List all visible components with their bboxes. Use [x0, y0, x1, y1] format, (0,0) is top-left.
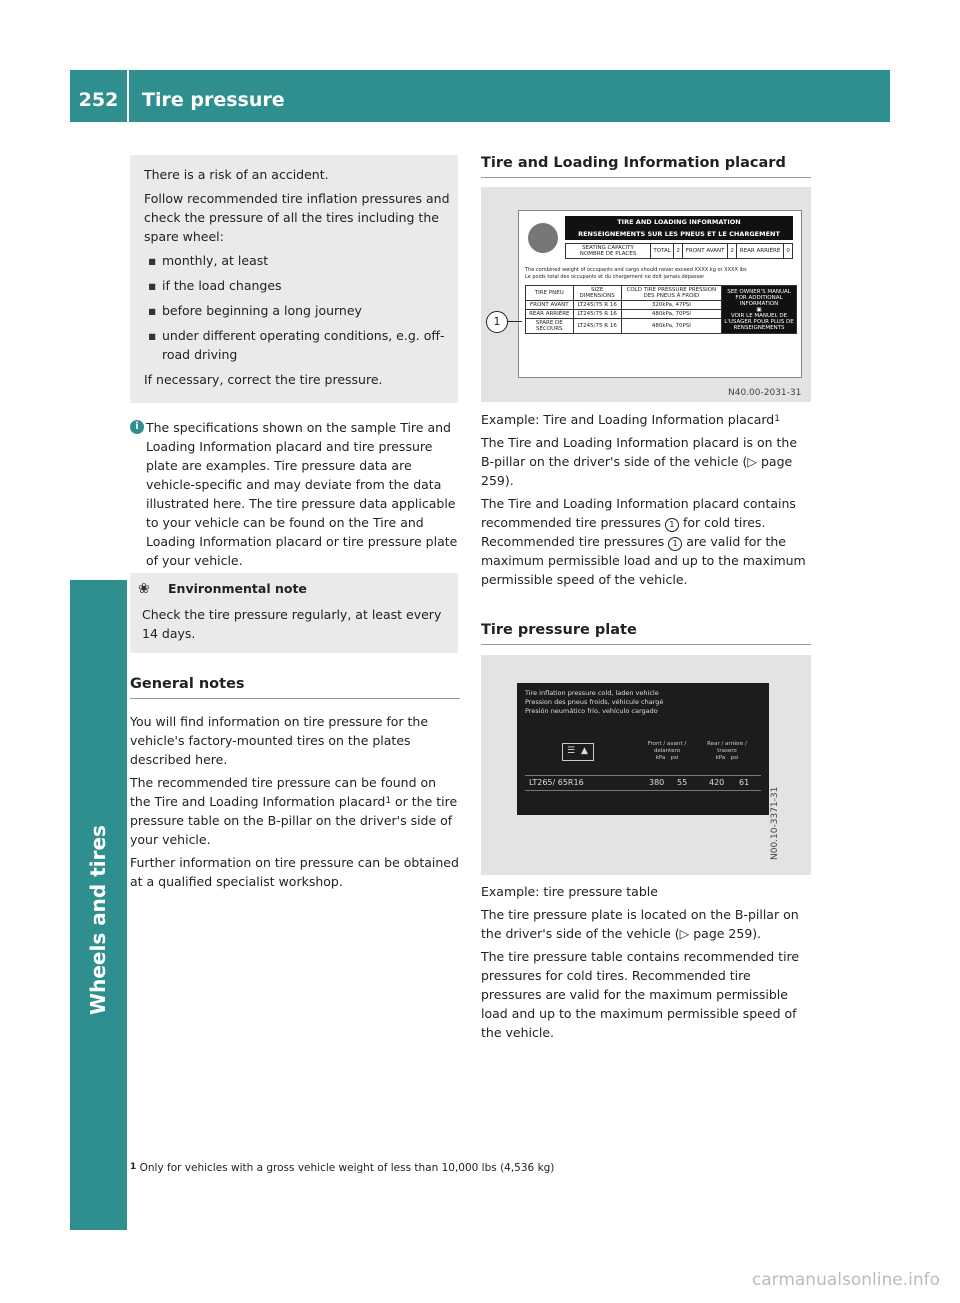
section-tab — [70, 580, 127, 1230]
warning-bullet: ▪ if the load changes — [162, 276, 450, 295]
watermark: carmanualsonline.info — [751, 1270, 940, 1290]
front-value: 2 — [728, 244, 737, 259]
plate-value: 420 — [709, 778, 725, 787]
placard-banner-fr: RENSEIGNEMENTS SUR LES PNEUS ET LE CHARGEMENT — [578, 230, 780, 238]
tire-logo-icon — [528, 223, 558, 253]
see-manual: SEE OWNER'S MANUAL FOR ADDITIONAL INFORMATION ▣ VOIR LE MANUEL DE L'USAGER POUR PLUS DE RENSEIGNEMENTS — [722, 286, 797, 334]
footnote-ref[interactable]: 1 — [774, 414, 780, 424]
page-header — [70, 70, 890, 122]
row-position: FRONT AVANT — [526, 301, 574, 310]
weight-statement: The combined weight of occupants and cargo should never exceed XXXX kg or XXXX lbs Le poids total des occupants et du chargement ne doit jamais dépasser — [525, 267, 747, 280]
callout-ref: 1 — [665, 518, 679, 532]
page-number: 252 — [78, 89, 119, 111]
plate-para: The tire pressure table contains recommended tire pressures for cold tires. Recommended tire pressures are valid for the maximum permissible load and up to the maximum permissible speed of the vehicle. — [481, 949, 800, 1040]
footnote-ref[interactable]: 1 — [385, 796, 392, 806]
warning-bullet: ▪ under different operating conditions, e.g. off-road driving — [162, 326, 450, 364]
plate-heading-lines: Tire inflation pressure cold, laden vehicle Pression des pneus froids, véhicule chargé Presión neumático frío, vehículo cargado — [525, 689, 664, 715]
placard-heading-wrap — [481, 155, 811, 178]
total-value: 2 — [674, 244, 683, 259]
row-size: LT245/75 R 16 — [573, 301, 621, 310]
info-icon: i — [130, 420, 144, 434]
warning-box — [130, 155, 458, 403]
col-cold: COLD TIRE PRESSURE PRESSION DES PNEUS À FROID — [621, 286, 721, 301]
warning-bullet: ▪ monthly, at least — [162, 251, 450, 270]
plate-row — [525, 775, 761, 791]
vehicle-load-icon: ☰ ▲ — [562, 743, 594, 761]
info-note — [130, 418, 460, 570]
callout-ref: 1 — [668, 537, 682, 551]
callout-line — [508, 321, 522, 322]
footnote — [130, 1162, 554, 1174]
row-position: SPARE DE SECOURS — [526, 319, 574, 334]
tire-pressure-placard-table — [525, 285, 797, 334]
row-size: LT245/75 R 16 — [573, 310, 621, 319]
row-pressure: 480kPa, 70PSI — [621, 310, 721, 319]
placard-banner — [565, 216, 793, 240]
placard-caption: Example: Tire and Loading Information placard$^1$ — [481, 412, 780, 427]
environmental-note-body: Check the tire pressure regularly, at least every 14 days. — [142, 607, 442, 641]
warning-closing: If necessary, correct the tire pressure. — [144, 372, 383, 387]
placard-heading: Tire and Loading Information placard — [481, 155, 786, 171]
footnote-text: Only for vehicles with a gross vehicle weight of less than 10,000 lbs (4,536 kg) — [139, 1162, 555, 1174]
tire-pressure-plate — [517, 683, 769, 815]
plate-value: 380 — [649, 778, 665, 787]
tire-loading-placard — [518, 210, 802, 378]
general-notes-para — [130, 773, 460, 849]
placard-para: The Tire and Loading Information placard contains recommended tire pressures 1 for cold tires. Recommended tire pressures 1 are valid for the maximum permissible load and up to the maximum permissible speed of the vehicle. — [481, 496, 806, 587]
placard-para: The Tire and Loading Information placard is on the B-pillar on the driver's side of the vehicle (▷ page 259). — [481, 435, 798, 488]
warning-body: Follow recommended tire inflation pressures and check the pressure of all the tires including the spare wheel: — [144, 191, 450, 244]
plate-value: 55 — [677, 778, 688, 787]
seating-label: SEATING CAPACITY NOMBRE DE PLACES — [566, 244, 651, 259]
warning-list — [144, 251, 450, 364]
plate-tire-size: LT265/ 65R16 — [529, 778, 584, 787]
plate-para: The tire pressure plate is located on the B-pillar on the driver's side of the vehicle (▷ page 259). — [481, 907, 799, 941]
plate-heading: Tire pressure plate — [481, 622, 637, 638]
footnote-marker: 1 — [130, 1162, 137, 1172]
rear-value: 0 — [784, 244, 793, 259]
plate-heading-wrap — [481, 622, 811, 645]
col-tire: TIRE PNEU — [526, 286, 574, 301]
environmental-note-title: Environmental note — [168, 581, 307, 596]
header-divider — [127, 70, 129, 122]
plate-caption: Example: tire pressure table — [481, 884, 658, 899]
row-pressure: 480kPa, 70PSI — [621, 319, 721, 334]
section-tab-label: Wheels and tires — [86, 825, 110, 1015]
front-label: FRONT AVANT — [683, 244, 728, 259]
warning-bullet: ▪ before beginning a long journey — [162, 301, 450, 320]
plate-col-front: Front / avant / delantero kPa psi — [647, 741, 687, 761]
page-title: Tire pressure — [142, 89, 285, 111]
total-label: TOTAL — [651, 244, 674, 259]
seating-table — [565, 243, 793, 259]
leaf-icon: ❀ — [138, 581, 150, 597]
general-notes-para-text: The recommended tire pressure can be found on the Tire and Loading Information placard — [130, 775, 437, 809]
environmental-note-box — [130, 573, 458, 653]
row-pressure: 320kPa, 47PSI — [621, 301, 721, 310]
col-size: SIZE DIMENSIONS — [573, 286, 621, 301]
placard-banner-en: TIRE AND LOADING INFORMATION — [617, 218, 741, 226]
placard-body — [481, 410, 811, 593]
warning-intro: There is a risk of an accident. — [144, 167, 329, 182]
placard-figure-code: N40.00-2031-31 — [728, 388, 802, 398]
plate-body — [481, 882, 811, 1046]
general-notes-heading-wrap — [130, 676, 460, 699]
plate-figure-code: N00.10-3371-31 — [770, 786, 780, 860]
general-notes-heading: General notes — [130, 676, 245, 692]
general-notes-para: Further information on tire pressure can be obtained at a qualified specialist workshop. — [130, 855, 459, 889]
general-notes-body — [130, 712, 460, 895]
rear-label: REAR ARRIÈRE — [737, 244, 784, 259]
row-size: LT245/75 R 16 — [573, 319, 621, 334]
plate-value: 61 — [739, 778, 750, 787]
row-position: REAR ARRIÈRE — [526, 310, 574, 319]
general-notes-para-text: or the tire pressure table on the B-pillar on the driver's side of your vehicle. — [130, 794, 458, 847]
general-notes-para: You will find information on tire pressure for the vehicle's factory-mounted tires on the plates described here. — [130, 714, 429, 767]
plate-col-rear: Rear / arrière / trasero kPa psi — [707, 741, 747, 761]
info-note-text: The specifications shown on the sample Tire and Loading Information placard and tire pressure plate are examples. Tire pressure data are vehicle-specific and may deviate from the data illustrated here. The tire pressure data applicable to your vehicle can be found on the Tire and Loading Information placard or tire pressure plate of your vehicle. — [146, 420, 458, 568]
callout-1: 1 — [486, 311, 508, 333]
